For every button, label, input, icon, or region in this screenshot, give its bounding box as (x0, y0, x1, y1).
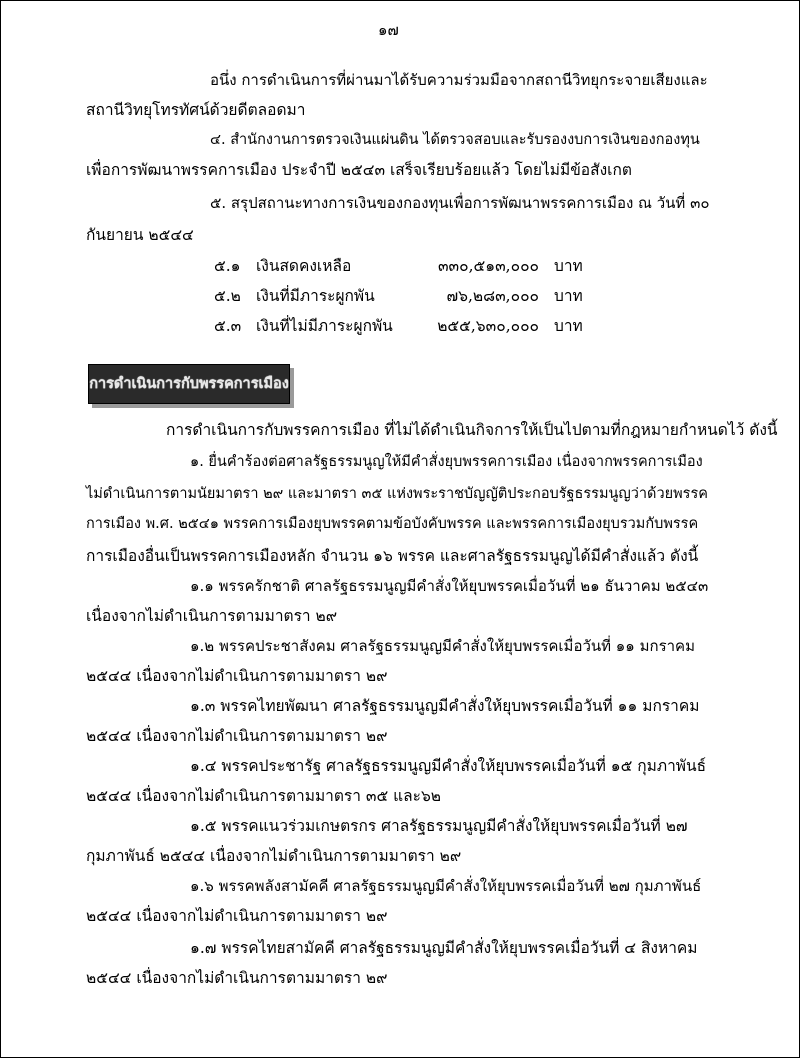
subitem-line-1: ๑.๑ พรรครักชาติ ศาลรัฐธรรมนูญมีคำสั่งให้ยุบพรรคเมื่อวันที่ ๒๑ ธันวาคม ๒๕๔๓ (190, 577, 709, 595)
item4-line-2: เพื่อการพัฒนาพรรคการเมือง ประจำปี ๒๕๔๓ เสร็จเรียบร้อยแล้ว โดยไม่มีข้อสังเกต (86, 161, 632, 179)
subitem-line-2: กุมภาพันธ์ ๒๕๔๔ เนื่องจากไม่ดำเนินการตามมาตรา ๒๙ (86, 847, 462, 865)
financial-row-amount: ๒๕๕,๖๓๐,๐๐๐ (437, 317, 539, 335)
subitem-line-1: ๑.๗ พรรคไทยสามัคคี ศาลรัฐธรรมนูญมีคำสั่งให้ยุบพรรคเมื่อวันที่ ๔ สิงหาคม (190, 939, 698, 957)
point1-line-1: ๑. ยื่นคำร้องต่อศาลรัฐธรรมนูญให้มีคำสั่งยุบพรรคการเมือง เนื่องจากพรรคการเมือง (190, 454, 703, 470)
financial-row-number: ๕.๓ (214, 317, 242, 335)
page-number: ๑๗ (378, 21, 399, 39)
subitem-line-1: ๑.๖ พรรคพลังสามัคคี ศาลรัฐธรรมนูญมีคำสั่งให้ยุบพรรคเมื่อวันที่ ๒๗ กุมภาพันธ์ (190, 877, 702, 895)
financial-row-number: ๕.๑ (214, 257, 241, 275)
subitem-line-1: ๑.๕ พรรคแนวร่วมเกษตรกร ศาลรัฐธรรมนูญมีคำสั่งให้ยุบพรรคเมื่อวันที่ ๒๗ (190, 817, 688, 835)
intro-line-1: อนึ่ง การดำเนินการที่ผ่านมาได้รับความร่วมมือจากสถานีวิทยุกระจายเสียงและ (210, 71, 708, 89)
section-heading-box (88, 364, 290, 404)
point1-line-2: ไม่ดำเนินการตามนัยมาตรา ๒๙ และมาตรา ๓๕ แห่งพระราชบัญญัติประกอบรัฐธรรมนูญว่าด้วยพรรค (86, 486, 708, 502)
financial-row-unit: บาท (554, 287, 583, 305)
intro-line-2: สถานีวิทยุโทรทัศน์ด้วยดีตลอดมา (86, 101, 306, 119)
subitem-line-2: ๒๕๔๔ เนื่องจากไม่ดำเนินการตามมาตรา ๓๕ และ๖๒ (86, 787, 442, 805)
item5-line-2: กันยายน ๒๕๔๔ (86, 226, 194, 244)
item5-line-1: ๕. สรุปสถานะทางการเงินของกองทุนเพื่อการพัฒนาพรรคการเมือง ณ วันที่ ๓๐ (210, 194, 710, 212)
financial-row-label: เงินสดคงเหลือ (256, 257, 352, 275)
subitem-line-2: ๒๕๔๔ เนื่องจากไม่ดำเนินการตามมาตรา ๒๙ (86, 667, 388, 685)
point1-line-4: การเมืองอื่นเป็นพรรคการเมืองหลัก จำนวน ๑๖ พรรค และศาลรัฐธรรมนูญได้มีคำสั่งแล้ว ดังนี้ (86, 547, 699, 565)
financial-row-label: เงินที่ไม่มีภาระผูกพัน (256, 317, 393, 335)
subitem-line-2: ๒๕๔๔ เนื่องจากไม่ดำเนินการตามมาตรา ๒๙ (86, 969, 388, 987)
subitem-line-2: ๒๕๔๔ เนื่องจากไม่ดำเนินการตามมาตรา ๒๙ (86, 727, 388, 745)
financial-row-unit: บาท (554, 257, 583, 275)
subitem-line-1: ๑.๒ พรรคประชาสังคม ศาลรัฐธรรมนูญมีคำสั่งให้ยุบพรรคเมื่อวันที่ ๑๑ มกราคม (190, 637, 695, 655)
section-heading: การดำเนินการกับพรรคการเมือง (89, 375, 289, 392)
financial-row-unit: บาท (554, 317, 583, 335)
point1-line-3: การเมือง พ.ศ. ๒๕๔๑ พรรคการเมืองยุบพรรคตามข้อบังคับพรรค และพรรคการเมืองยุบรวมกับพรรค (86, 516, 699, 532)
financial-row-amount: ๓๓๐,๕๑๓,๐๐๐ (437, 257, 539, 275)
subitem-line-2: เนื่องจากไม่ดำเนินการตามมาตรา ๒๙ (86, 607, 338, 625)
item4-line-1: ๔. สำนักงานการตรวจเงินแผ่นดิน ได้ตรวจสอบและรับรองงบการเงินของกองทุน (210, 132, 700, 148)
subitem-line-1: ๑.๓ พรรคไทยพัฒนา ศาลรัฐธรรมนูญมีคำสั่งให้ยุบพรรคเมื่อวันที่ ๑๑ มกราคม (190, 697, 700, 715)
financial-row-amount: ๗๖,๒๘๓,๐๐๐ (446, 287, 539, 305)
financial-row-number: ๕.๒ (214, 287, 241, 305)
financial-row-label: เงินที่มีภาระผูกพัน (256, 287, 375, 305)
subitem-line-2: ๒๕๔๔ เนื่องจากไม่ดำเนินการตามมาตรา ๒๙ (86, 907, 388, 925)
subitem-line-1: ๑.๔ พรรคประชารัฐ ศาลรัฐธรรมนูญมีคำสั่งให้ยุบพรรคเมื่อวันที่ ๑๕ กุมภาพันธ์ (190, 757, 707, 775)
section-intro: การดำเนินการกับพรรคการเมือง ที่ไม่ได้ดำเนินกิจการให้เป็นไปตามที่กฎหมายกำหนดไว้ ดังนี้ (166, 421, 778, 439)
